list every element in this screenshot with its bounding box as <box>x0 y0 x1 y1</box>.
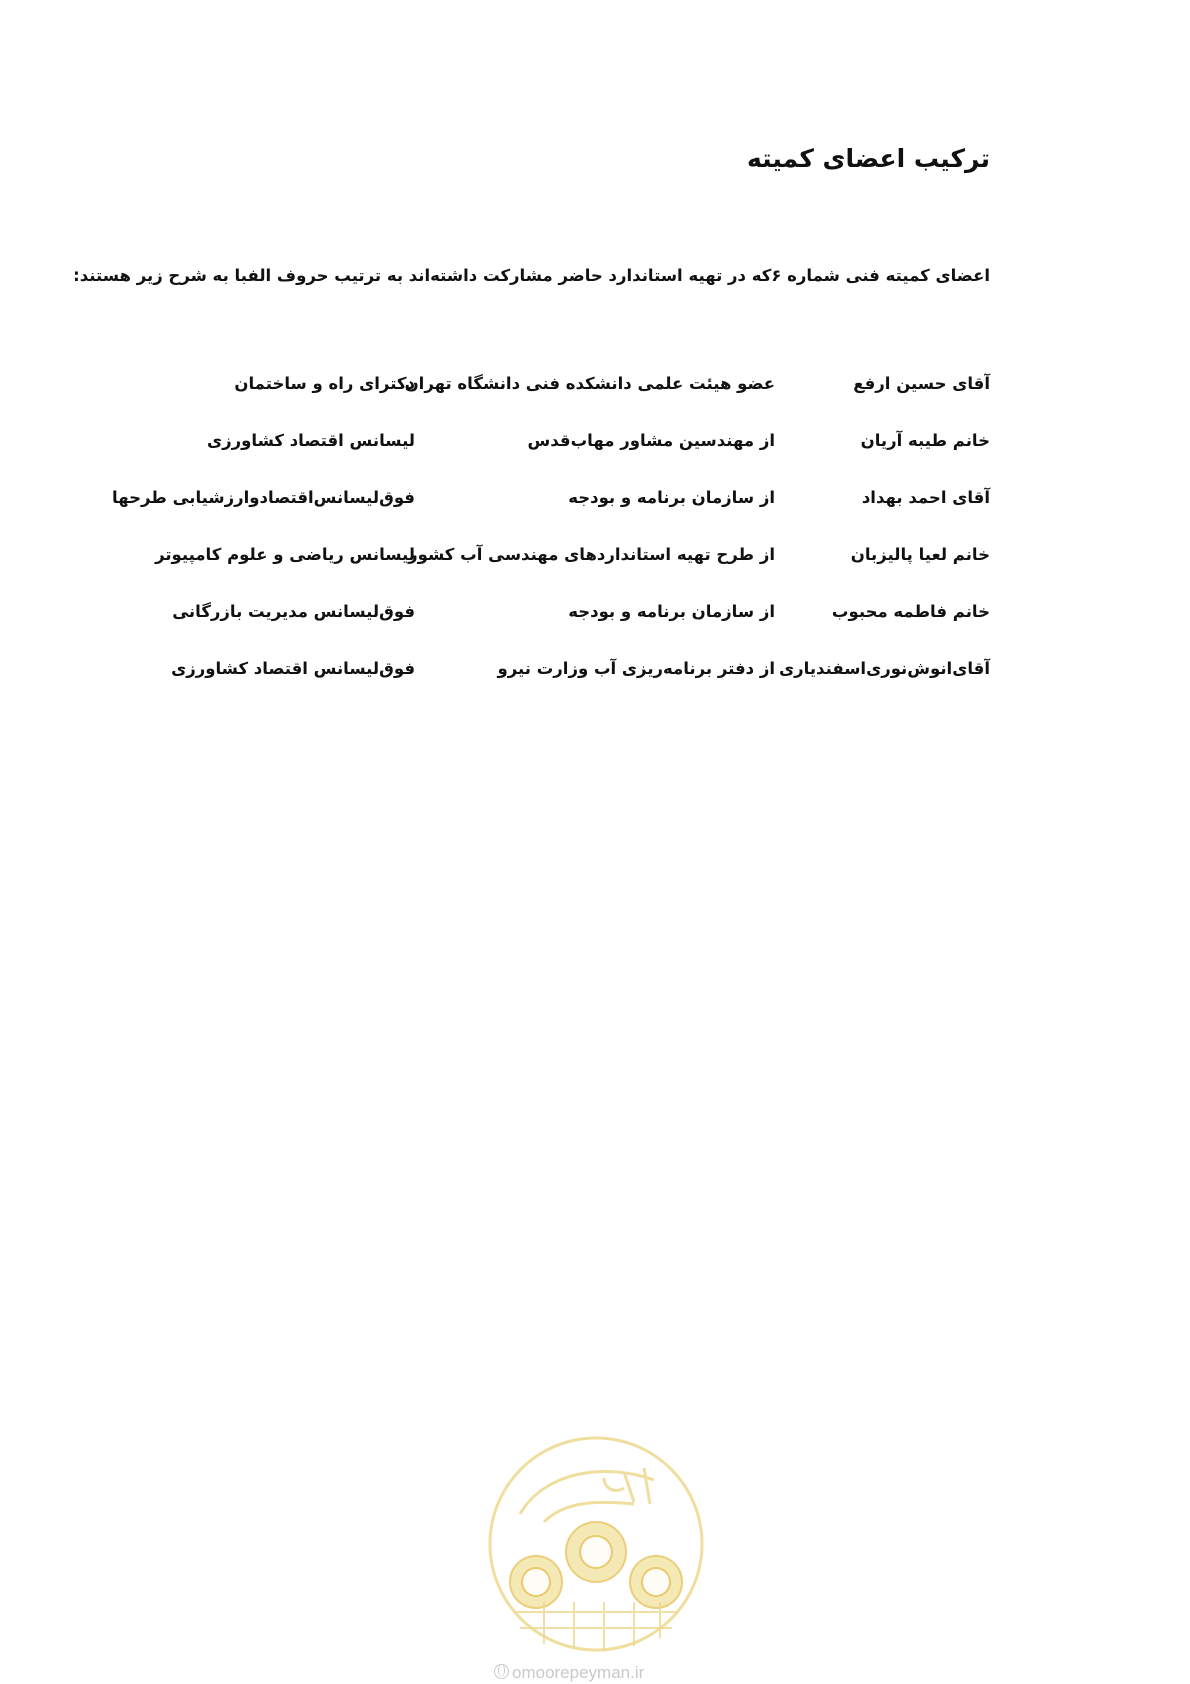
members-list <box>112 374 990 716</box>
member-row <box>130 374 990 431</box>
member-degree: فوق‌لیسانس مدیریت بازرگانی <box>172 602 415 621</box>
website-watermark <box>494 1663 644 1683</box>
member-organization: از دفتر برنامه‌ریزی آب وزارت نیرو <box>497 659 775 678</box>
page-title: ترکیب اعضای کمیته <box>746 144 990 173</box>
omoorepeyman-logo-watermark <box>484 1432 708 1656</box>
member-organization: از سازمان برنامه و بودجه <box>568 488 775 507</box>
member-name: آقای احمد بهداد <box>861 488 990 507</box>
member-name: خانم فاطمه محبوب <box>831 602 990 621</box>
member-row <box>112 488 990 545</box>
member-organization: از سازمان برنامه و بودجه <box>568 602 775 621</box>
member-degree: دکترای راه و ساختمان <box>234 374 415 393</box>
intro-paragraph: اعضای کمیته فنی شماره ۶که در تهیه استاندارد حاضر مشارکت داشته‌اند به ترتیب حروف الفبا به شرح زیر هستند: <box>73 266 990 285</box>
member-name: خانم لعیا پالیزبان <box>850 545 990 564</box>
member-name: آقای‌انوش‌نوری‌اسفندیاری <box>779 659 990 678</box>
member-row <box>130 659 990 716</box>
website-text: omoorepeyman.ir <box>512 1663 645 1682</box>
member-degree: فوق‌لیسانس‌اقتصادوارزشیابی طرحها <box>112 488 415 507</box>
member-name: خانم طیبه آریان <box>860 431 990 450</box>
member-name: آقای حسین ارفع <box>853 374 990 393</box>
globe-icon <box>494 1664 509 1679</box>
member-row <box>130 545 990 602</box>
member-degree: لیسانس ریاضی و علوم کامپیوتر <box>155 545 415 564</box>
member-organization: از مهندسین مشاور مهاب‌قدس <box>527 431 775 450</box>
member-organization: از طرح تهیه استانداردهای مهندسی آب کشور <box>408 545 775 564</box>
member-degree: فوق‌لیسانس اقتصاد کشاورزی <box>171 659 415 678</box>
member-row <box>130 602 990 659</box>
member-row <box>130 431 990 488</box>
member-organization: عضو هیئت علمی دانشکده فنی دانشگاه تهران <box>404 374 775 393</box>
member-degree: لیسانس اقتصاد کشاورزی <box>207 431 415 450</box>
